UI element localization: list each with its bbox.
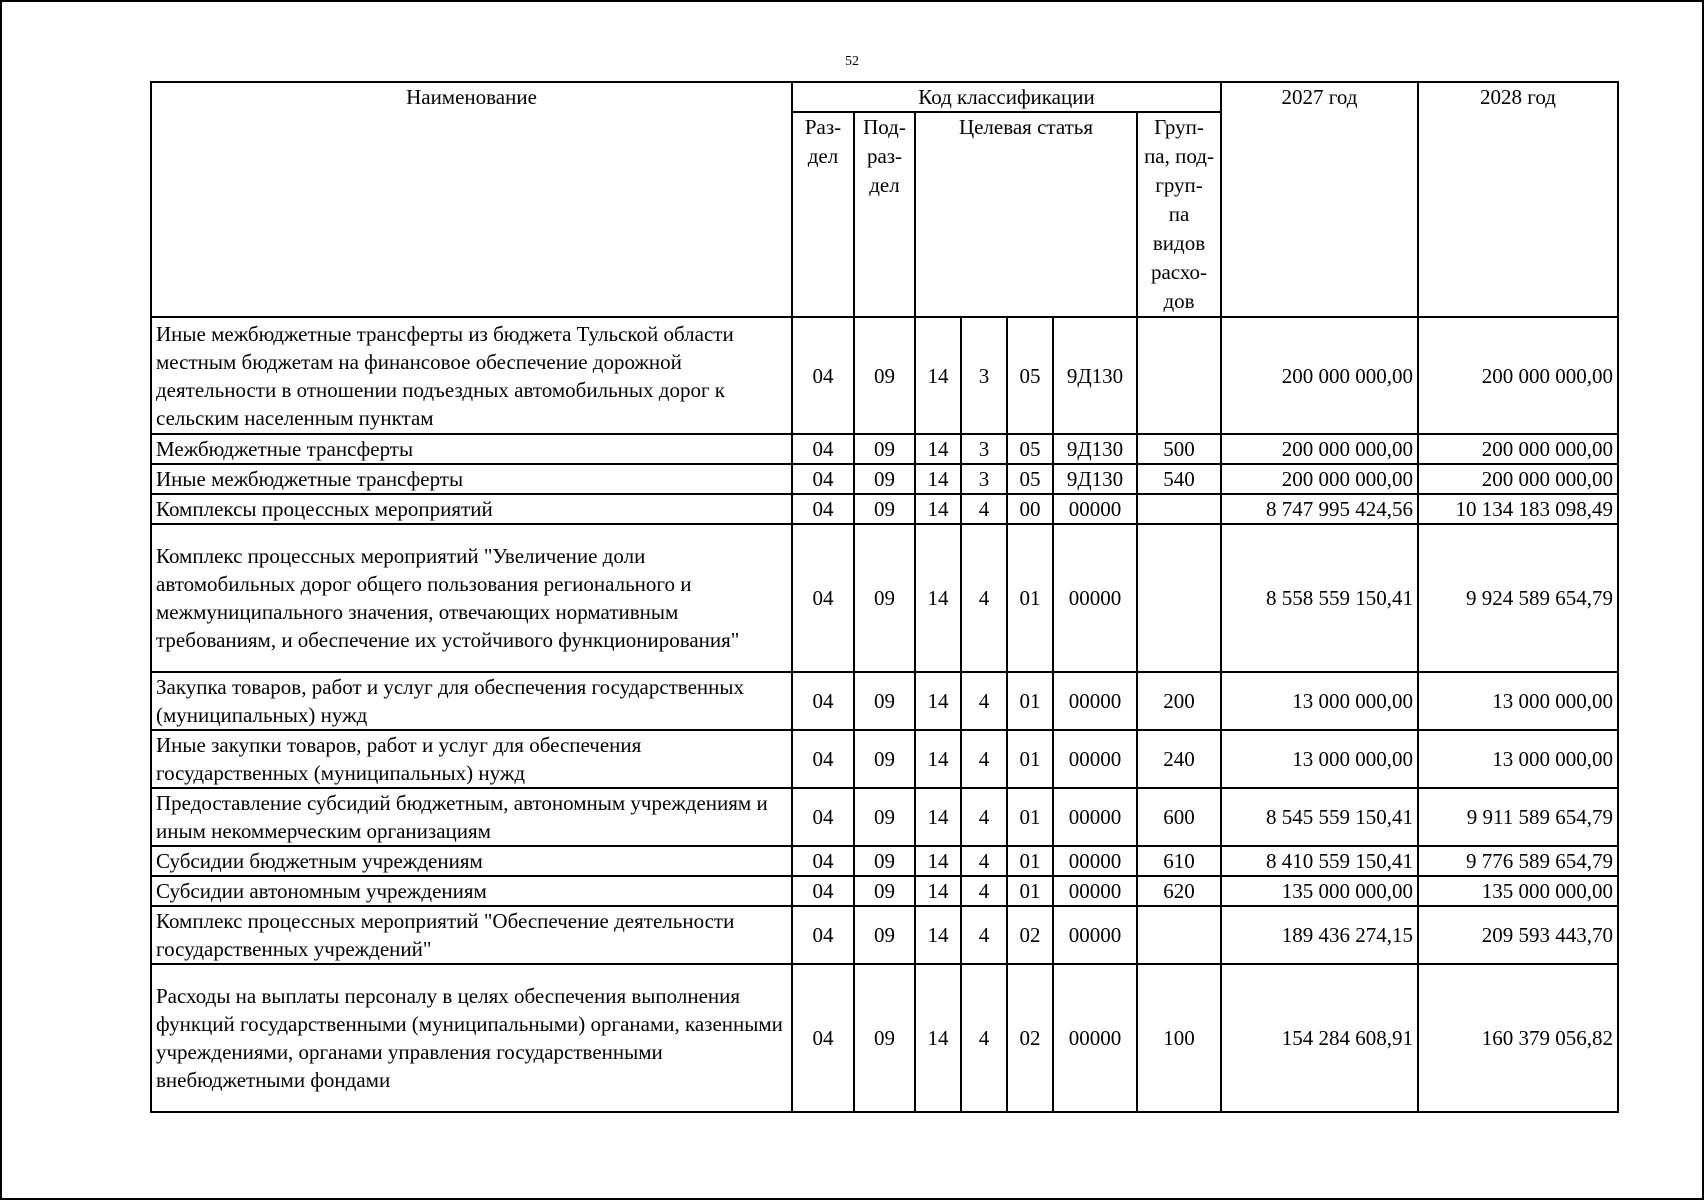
header-year-2027: 2027 год <box>1221 82 1418 317</box>
row-target-item: 01 <box>1007 730 1053 788</box>
row-section: 04 <box>792 524 854 672</box>
row-target-program: 14 <box>915 964 961 1112</box>
row-target-program: 14 <box>915 494 961 524</box>
row-amount-2028: 200 000 000,00 <box>1418 434 1618 464</box>
row-target-item: 05 <box>1007 317 1053 434</box>
row-expense-group: 600 <box>1137 788 1221 846</box>
row-target-program: 14 <box>915 876 961 906</box>
row-amount-2027: 135 000 000,00 <box>1221 876 1418 906</box>
header-year-2028: 2028 год <box>1418 82 1618 317</box>
row-expense-group: 200 <box>1137 672 1221 730</box>
table-row <box>151 672 1618 730</box>
row-target-item: 01 <box>1007 846 1053 876</box>
row-section: 04 <box>792 788 854 846</box>
row-subsection: 09 <box>854 464 915 494</box>
row-amount-2028: 200 000 000,00 <box>1418 464 1618 494</box>
row-target-item: 05 <box>1007 434 1053 464</box>
row-expense-group <box>1137 524 1221 672</box>
row-target-program: 14 <box>915 434 961 464</box>
header-code: Код классификации <box>792 82 1221 112</box>
row-section: 04 <box>792 964 854 1112</box>
table-row <box>151 494 1618 524</box>
row-expense-group: 540 <box>1137 464 1221 494</box>
row-amount-2028: 13 000 000,00 <box>1418 672 1618 730</box>
row-subsection: 09 <box>854 317 915 434</box>
row-target-direction: 00000 <box>1053 494 1137 524</box>
table-body <box>151 317 1618 1112</box>
row-target-program: 14 <box>915 672 961 730</box>
row-target-direction: 00000 <box>1053 788 1137 846</box>
row-target-type: 4 <box>961 672 1007 730</box>
row-name: Иные межбюджетные трансферты <box>151 464 792 494</box>
row-subsection: 09 <box>854 876 915 906</box>
row-section: 04 <box>792 672 854 730</box>
row-target-type: 4 <box>961 846 1007 876</box>
row-target-item: 02 <box>1007 964 1053 1112</box>
table-row <box>151 876 1618 906</box>
row-target-program: 14 <box>915 846 961 876</box>
row-expense-group: 620 <box>1137 876 1221 906</box>
row-target-item: 01 <box>1007 788 1053 846</box>
row-amount-2027: 8 558 559 150,41 <box>1221 524 1418 672</box>
row-target-direction: 00000 <box>1053 964 1137 1112</box>
row-target-item: 01 <box>1007 876 1053 906</box>
row-amount-2027: 8 410 559 150,41 <box>1221 846 1418 876</box>
row-subsection: 09 <box>854 524 915 672</box>
row-target-type: 4 <box>961 730 1007 788</box>
row-target-item: 01 <box>1007 672 1053 730</box>
row-expense-group: 100 <box>1137 964 1221 1112</box>
row-subsection: 09 <box>854 672 915 730</box>
row-target-program: 14 <box>915 906 961 964</box>
row-target-type: 4 <box>961 876 1007 906</box>
row-target-program: 14 <box>915 788 961 846</box>
row-amount-2028: 9 776 589 654,79 <box>1418 846 1618 876</box>
row-amount-2028: 200 000 000,00 <box>1418 317 1618 434</box>
row-amount-2028: 135 000 000,00 <box>1418 876 1618 906</box>
row-name: Комплекс процессных мероприятий "Обеспечение деятельности государственных учреждений" <box>151 906 792 964</box>
table-row <box>151 434 1618 464</box>
header-subsection: Под- раз- дел <box>854 112 915 317</box>
page-number: 52 <box>845 54 859 69</box>
header-target-article: Целевая статья <box>915 112 1137 317</box>
header-section: Раз- дел <box>792 112 854 317</box>
row-target-type: 4 <box>961 906 1007 964</box>
row-amount-2028: 13 000 000,00 <box>1418 730 1618 788</box>
row-subsection: 09 <box>854 788 915 846</box>
row-subsection: 09 <box>854 494 915 524</box>
row-expense-group <box>1137 317 1221 434</box>
row-amount-2027: 200 000 000,00 <box>1221 434 1418 464</box>
row-name: Комплекс процессных мероприятий "Увеличение доли автомобильных дорог общего пользования регионального и межмуниципального значения, отвечающих нормативным требованиям, и обеспечение их устойчивого функционирования" <box>151 524 792 672</box>
row-target-direction: 9Д130 <box>1053 434 1137 464</box>
row-target-type: 3 <box>961 317 1007 434</box>
table-row <box>151 524 1618 672</box>
row-target-item: 01 <box>1007 524 1053 672</box>
row-target-type: 4 <box>961 494 1007 524</box>
row-target-program: 14 <box>915 464 961 494</box>
row-target-direction: 00000 <box>1053 876 1137 906</box>
header-expense-group: Груп- па, под- груп- па видов расхо- дов <box>1137 112 1221 317</box>
row-target-item: 05 <box>1007 464 1053 494</box>
row-section: 04 <box>792 464 854 494</box>
row-section: 04 <box>792 876 854 906</box>
row-section: 04 <box>792 846 854 876</box>
row-section: 04 <box>792 494 854 524</box>
row-amount-2028: 9 924 589 654,79 <box>1418 524 1618 672</box>
row-expense-group: 240 <box>1137 730 1221 788</box>
row-target-direction: 00000 <box>1053 906 1137 964</box>
row-expense-group: 610 <box>1137 846 1221 876</box>
row-name: Иные межбюджетные трансферты из бюджета Тульской области местным бюджетам на финансовое обеспечение дорожной деятельности в отношении подъездных автомобильных дорог к сельским населенным пунктам <box>151 317 792 434</box>
table-row <box>151 788 1618 846</box>
table-row <box>151 317 1618 434</box>
row-name: Расходы на выплаты персоналу в целях обеспечения выполнения функций государственными (муниципальными) органами, казенными учреждениями, органами управления государственными внебюджетными фондами <box>151 964 792 1112</box>
row-name: Предоставление субсидий бюджетным, автономным учреждениям и иным некоммерческим организациям <box>151 788 792 846</box>
row-subsection: 09 <box>854 434 915 464</box>
row-target-type: 4 <box>961 964 1007 1112</box>
row-expense-group <box>1137 494 1221 524</box>
row-name: Комплексы процессных мероприятий <box>151 494 792 524</box>
row-expense-group <box>1137 906 1221 964</box>
table-row <box>151 464 1618 494</box>
row-target-direction: 9Д130 <box>1053 464 1137 494</box>
row-amount-2027: 189 436 274,15 <box>1221 906 1418 964</box>
row-target-type: 4 <box>961 524 1007 672</box>
row-target-type: 3 <box>961 434 1007 464</box>
row-target-direction: 00000 <box>1053 846 1137 876</box>
row-amount-2027: 8 545 559 150,41 <box>1221 788 1418 846</box>
row-section: 04 <box>792 317 854 434</box>
row-subsection: 09 <box>854 730 915 788</box>
row-target-direction: 9Д130 <box>1053 317 1137 434</box>
row-expense-group: 500 <box>1137 434 1221 464</box>
table-row <box>151 730 1618 788</box>
row-target-item: 02 <box>1007 906 1053 964</box>
table-row <box>151 906 1618 964</box>
row-name: Закупка товаров, работ и услуг для обеспечения государственных (муниципальных) нужд <box>151 672 792 730</box>
row-section: 04 <box>792 906 854 964</box>
row-target-direction: 00000 <box>1053 524 1137 672</box>
row-section: 04 <box>792 730 854 788</box>
row-target-program: 14 <box>915 730 961 788</box>
row-target-program: 14 <box>915 524 961 672</box>
row-subsection: 09 <box>854 964 915 1112</box>
row-target-program: 14 <box>915 317 961 434</box>
row-amount-2027: 154 284 608,91 <box>1221 964 1418 1112</box>
row-name: Межбюджетные трансферты <box>151 434 792 464</box>
row-target-type: 3 <box>961 464 1007 494</box>
row-amount-2028: 10 134 183 098,49 <box>1418 494 1618 524</box>
table-row <box>151 964 1618 1112</box>
row-amount-2027: 8 747 995 424,56 <box>1221 494 1418 524</box>
row-name: Иные закупки товаров, работ и услуг для обеспечения государственных (муниципальных) нужд <box>151 730 792 788</box>
row-amount-2028: 9 911 589 654,79 <box>1418 788 1618 846</box>
row-target-type: 4 <box>961 788 1007 846</box>
row-amount-2028: 160 379 056,82 <box>1418 964 1618 1112</box>
row-target-item: 00 <box>1007 494 1053 524</box>
budget-table <box>150 81 1619 1113</box>
row-amount-2027: 200 000 000,00 <box>1221 464 1418 494</box>
row-target-direction: 00000 <box>1053 672 1137 730</box>
row-target-direction: 00000 <box>1053 730 1137 788</box>
row-subsection: 09 <box>854 846 915 876</box>
table-header <box>151 82 1618 317</box>
row-amount-2027: 13 000 000,00 <box>1221 730 1418 788</box>
row-name: Субсидии автономным учреждениям <box>151 876 792 906</box>
row-section: 04 <box>792 434 854 464</box>
table-row <box>151 846 1618 876</box>
row-subsection: 09 <box>854 906 915 964</box>
row-name: Субсидии бюджетным учреждениям <box>151 846 792 876</box>
row-amount-2028: 209 593 443,70 <box>1418 906 1618 964</box>
row-amount-2027: 13 000 000,00 <box>1221 672 1418 730</box>
row-amount-2027: 200 000 000,00 <box>1221 317 1418 434</box>
header-name: Наименование <box>151 82 792 317</box>
